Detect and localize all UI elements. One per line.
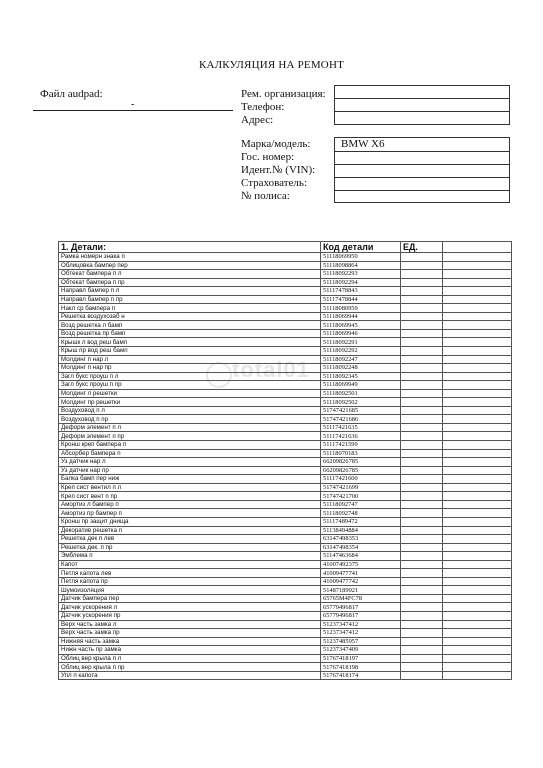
- part-extra[interactable]: [443, 526, 512, 535]
- table-row: [59, 389, 512, 398]
- header-code: Код детали: [321, 242, 401, 253]
- part-code: 51118069949: [321, 381, 401, 390]
- part-extra[interactable]: [443, 586, 512, 595]
- part-unit[interactable]: [401, 372, 443, 381]
- part-unit[interactable]: [401, 586, 443, 595]
- part-extra[interactable]: [443, 500, 512, 509]
- part-code: 51117421635: [321, 423, 401, 432]
- vehicle-label-vin: Идент.№ (VIN):: [241, 164, 316, 176]
- part-extra[interactable]: [443, 278, 512, 287]
- part-name: Воздуховод п пр: [59, 415, 321, 424]
- part-extra[interactable]: [443, 646, 512, 655]
- part-extra[interactable]: [443, 270, 512, 279]
- vehicle-field-vin[interactable]: [335, 165, 509, 178]
- part-unit[interactable]: [401, 552, 443, 561]
- part-code: 63147498354: [321, 543, 401, 552]
- table-row: [59, 312, 512, 321]
- part-unit[interactable]: [401, 629, 443, 638]
- part-name: Шумоизоляция: [59, 586, 321, 595]
- part-unit[interactable]: [401, 543, 443, 552]
- part-name: Креп сист вент п пр: [59, 492, 321, 501]
- org-label-address: Адрес:: [241, 114, 274, 126]
- table-row: [59, 381, 512, 390]
- part-unit[interactable]: [401, 389, 443, 398]
- part-unit[interactable]: [401, 270, 443, 279]
- vehicle-label-model: Марка/модель:: [241, 138, 311, 150]
- part-unit[interactable]: [401, 312, 443, 321]
- part-unit[interactable]: [401, 441, 443, 450]
- table-row: [59, 603, 512, 612]
- part-extra[interactable]: [443, 458, 512, 467]
- part-unit[interactable]: [401, 492, 443, 501]
- parts-table-body: [59, 253, 512, 680]
- part-extra[interactable]: [443, 381, 512, 390]
- table-row: [59, 295, 512, 304]
- vehicle-label-insurer: Страхователь:: [241, 177, 307, 189]
- part-code: 51118098864: [321, 261, 401, 270]
- table-row: [59, 560, 512, 569]
- part-unit[interactable]: [401, 321, 443, 330]
- org-field-phone[interactable]: [335, 99, 509, 112]
- parts-table-header: [59, 242, 512, 253]
- part-unit[interactable]: [401, 620, 443, 629]
- part-extra[interactable]: [443, 671, 512, 680]
- part-extra[interactable]: [443, 423, 512, 432]
- part-name: Молдинг л решетки: [59, 389, 321, 398]
- vehicle-field-model[interactable]: BMW X6: [335, 138, 509, 152]
- table-row: [59, 415, 512, 424]
- part-name: Молдинг п нар пр: [59, 364, 321, 373]
- part-code: 51117478844: [321, 295, 401, 304]
- part-code: 51118069946: [321, 329, 401, 338]
- part-name: Кронш креп бампера п: [59, 441, 321, 450]
- part-extra[interactable]: [443, 389, 512, 398]
- part-name: Молдинг п нар л: [59, 355, 321, 364]
- part-extra[interactable]: [443, 329, 512, 338]
- part-name: Абсорбер бампера п: [59, 449, 321, 458]
- part-unit[interactable]: [401, 338, 443, 347]
- part-extra[interactable]: [443, 312, 512, 321]
- part-code: 51118092294: [321, 278, 401, 287]
- table-row: [59, 364, 512, 373]
- part-name: Эмблема п: [59, 552, 321, 561]
- part-extra[interactable]: [443, 372, 512, 381]
- table-row: [59, 611, 512, 620]
- part-name: Обтекат бампера п л: [59, 270, 321, 279]
- part-name: Крышк л вод реш бамп: [59, 338, 321, 347]
- part-extra[interactable]: [443, 355, 512, 364]
- part-unit[interactable]: [401, 594, 443, 603]
- table-row: [59, 492, 512, 501]
- table-row: [59, 329, 512, 338]
- part-name: Облицовка бампер пер: [59, 261, 321, 270]
- part-name: Решетка дек. п пр: [59, 543, 321, 552]
- part-code: 51118069950: [321, 253, 401, 262]
- part-name: Возд решетка л бамп: [59, 321, 321, 330]
- file-underline: [33, 110, 233, 111]
- vehicle-label-policy: № полиса:: [241, 190, 290, 202]
- part-name: Накл ср бампера п: [59, 304, 321, 313]
- part-unit[interactable]: [401, 535, 443, 544]
- part-unit[interactable]: [401, 304, 443, 313]
- part-unit[interactable]: [401, 500, 443, 509]
- part-name: Амортиз пр бампер п: [59, 509, 321, 518]
- org-field-name[interactable]: [335, 86, 509, 99]
- part-unit[interactable]: [401, 432, 443, 441]
- table-row: [59, 355, 512, 364]
- part-unit[interactable]: [401, 381, 443, 390]
- part-code: 65779496817: [321, 611, 401, 620]
- part-code: 66209826785: [321, 458, 401, 467]
- part-name: Загл букс проуш п л: [59, 372, 321, 381]
- part-unit[interactable]: [401, 517, 443, 526]
- table-row: [59, 586, 512, 595]
- part-unit[interactable]: [401, 637, 443, 646]
- part-extra[interactable]: [443, 441, 512, 450]
- table-row: [59, 671, 512, 680]
- part-extra[interactable]: [443, 483, 512, 492]
- table-row: [59, 423, 512, 432]
- table-row: [59, 569, 512, 578]
- table-row: [59, 500, 512, 509]
- part-unit[interactable]: [401, 475, 443, 484]
- vehicle-field-insurer[interactable]: [335, 178, 509, 191]
- part-extra[interactable]: [443, 629, 512, 638]
- part-name: Уз датчик нар пр: [59, 466, 321, 475]
- part-unit[interactable]: [401, 509, 443, 518]
- part-unit[interactable]: [401, 663, 443, 672]
- part-extra[interactable]: [443, 466, 512, 475]
- part-extra[interactable]: [443, 560, 512, 569]
- file-value: -: [131, 99, 135, 110]
- part-name: Кронш пр защит днища: [59, 517, 321, 526]
- part-extra[interactable]: [443, 543, 512, 552]
- document-title: КАЛКУЛЯЦИЯ НА РЕМОНТ: [198, 59, 345, 71]
- part-unit[interactable]: [401, 355, 443, 364]
- part-extra[interactable]: [443, 603, 512, 612]
- part-code: 51747421700: [321, 492, 401, 501]
- part-code: 51118092292: [321, 347, 401, 356]
- part-unit[interactable]: [401, 646, 443, 655]
- part-unit[interactable]: [401, 347, 443, 356]
- part-code: 51237347412: [321, 629, 401, 638]
- part-name: Верх часть замка пр: [59, 629, 321, 638]
- part-unit[interactable]: [401, 483, 443, 492]
- part-extra[interactable]: [443, 517, 512, 526]
- table-row: [59, 637, 512, 646]
- part-unit[interactable]: [401, 423, 443, 432]
- part-name: Направл бампер п л: [59, 287, 321, 296]
- table-row: [59, 517, 512, 526]
- part-unit[interactable]: [401, 261, 443, 270]
- table-row: [59, 475, 512, 484]
- table-row: [59, 577, 512, 586]
- part-unit[interactable]: [401, 329, 443, 338]
- part-name: Решетка воздухозаб н: [59, 312, 321, 321]
- part-name: Упл п капота: [59, 671, 321, 680]
- table-row: [59, 458, 512, 467]
- part-unit[interactable]: [401, 611, 443, 620]
- watermark-text: total01: [232, 357, 310, 382]
- table-row: [59, 261, 512, 270]
- part-name: Амортиз л бампер п: [59, 500, 321, 509]
- part-name: Петля капота лев: [59, 569, 321, 578]
- part-code: 65779496817: [321, 603, 401, 612]
- part-code: 66209826785: [321, 466, 401, 475]
- part-extra[interactable]: [443, 535, 512, 544]
- part-code: 51237347409: [321, 646, 401, 655]
- part-unit[interactable]: [401, 415, 443, 424]
- table-row: [59, 526, 512, 535]
- table-row: [59, 483, 512, 492]
- table-row: [59, 304, 512, 313]
- part-unit[interactable]: [401, 526, 443, 535]
- part-extra[interactable]: [443, 295, 512, 304]
- part-extra[interactable]: [443, 347, 512, 356]
- part-extra[interactable]: [443, 577, 512, 586]
- part-code: 51147463684: [321, 552, 401, 561]
- table-row: [59, 432, 512, 441]
- table-row: [59, 620, 512, 629]
- table-row: [59, 543, 512, 552]
- table-row: [59, 398, 512, 407]
- part-extra[interactable]: [443, 253, 512, 262]
- part-unit[interactable]: [401, 253, 443, 262]
- part-extra[interactable]: [443, 509, 512, 518]
- part-name: Загл букс проуш п пр: [59, 381, 321, 390]
- part-extra[interactable]: [443, 475, 512, 484]
- file-label: Файл audpad:: [40, 88, 103, 100]
- table-row: [59, 372, 512, 381]
- part-name: Нижн часть пр замка: [59, 646, 321, 655]
- table-row: [59, 338, 512, 347]
- part-name: Воздуховод п л: [59, 406, 321, 415]
- part-extra[interactable]: [443, 663, 512, 672]
- part-extra[interactable]: [443, 620, 512, 629]
- table-row: [59, 509, 512, 518]
- part-extra[interactable]: [443, 398, 512, 407]
- part-name: Нижняя часть замка: [59, 637, 321, 646]
- part-extra[interactable]: [443, 304, 512, 313]
- header-extra: [443, 242, 512, 253]
- part-name: Решетка дек п лев: [59, 535, 321, 544]
- table-row: [59, 594, 512, 603]
- table-row: [59, 278, 512, 287]
- part-code: 51237347412: [321, 620, 401, 629]
- table-row: [59, 270, 512, 279]
- part-code: 63147498353: [321, 535, 401, 544]
- part-name: Обтекат бампера п пр: [59, 278, 321, 287]
- part-extra[interactable]: [443, 321, 512, 330]
- org-label-name: Рем. организация:: [241, 88, 326, 100]
- part-extra[interactable]: [443, 449, 512, 458]
- part-code: 51118092345: [321, 372, 401, 381]
- table-row: [59, 646, 512, 655]
- part-unit[interactable]: [401, 466, 443, 475]
- part-code: 51118092502: [321, 398, 401, 407]
- part-name: Деформ элемент п л: [59, 423, 321, 432]
- part-code: 51118092747: [321, 500, 401, 509]
- part-name: Датчик бампера пер: [59, 594, 321, 603]
- part-unit[interactable]: [401, 406, 443, 415]
- part-code: 51118080959: [321, 304, 401, 313]
- part-code: 51117489472: [321, 517, 401, 526]
- part-name: Рамка номерн знака п: [59, 253, 321, 262]
- part-code: 51118069945: [321, 321, 401, 330]
- part-extra[interactable]: [443, 637, 512, 646]
- table-row: [59, 629, 512, 638]
- part-extra[interactable]: [443, 287, 512, 296]
- part-code: 51118092293: [321, 270, 401, 279]
- part-code: 51747421685: [321, 406, 401, 415]
- part-extra[interactable]: [443, 364, 512, 373]
- table-row: [59, 654, 512, 663]
- part-unit[interactable]: [401, 560, 443, 569]
- part-code: 41007492375: [321, 560, 401, 569]
- part-extra[interactable]: [443, 492, 512, 501]
- part-code: 51767418197: [321, 654, 401, 663]
- table-row: [59, 321, 512, 330]
- part-name: Облиц вер крыла п л: [59, 654, 321, 663]
- part-name: Возд решетка пр бамп: [59, 329, 321, 338]
- part-code: 51767418198: [321, 663, 401, 672]
- part-extra[interactable]: [443, 552, 512, 561]
- part-code: 51118092248: [321, 364, 401, 373]
- org-field-address[interactable]: [335, 112, 509, 125]
- part-unit[interactable]: [401, 287, 443, 296]
- part-name: Капот: [59, 560, 321, 569]
- part-unit[interactable]: [401, 458, 443, 467]
- vehicle-label-plate: Гос. номер:: [241, 151, 295, 163]
- parts-table: [58, 241, 512, 680]
- part-extra[interactable]: [443, 611, 512, 620]
- table-row: [59, 552, 512, 561]
- table-row: [59, 449, 512, 458]
- part-name: Деформ элемент п пр: [59, 432, 321, 441]
- part-name: Молдинг пр решетки: [59, 398, 321, 407]
- vehicle-field-plate[interactable]: [335, 152, 509, 165]
- org-fields-box: [334, 85, 510, 125]
- part-extra[interactable]: [443, 406, 512, 415]
- part-extra[interactable]: [443, 432, 512, 441]
- part-unit[interactable]: [401, 449, 443, 458]
- part-code: 51117421636: [321, 432, 401, 441]
- part-unit[interactable]: [401, 569, 443, 578]
- part-unit[interactable]: [401, 364, 443, 373]
- part-unit[interactable]: [401, 278, 443, 287]
- part-code: 41009477741: [321, 569, 401, 578]
- vehicle-fields-box: [334, 137, 510, 203]
- part-unit[interactable]: [401, 654, 443, 663]
- part-name: Петля капота пр: [59, 577, 321, 586]
- part-code: 51118069944: [321, 312, 401, 321]
- part-code: 51138494884: [321, 526, 401, 535]
- part-code: 51117421600: [321, 475, 401, 484]
- part-extra[interactable]: [443, 594, 512, 603]
- header-parts: 1. Детали:: [59, 242, 321, 253]
- part-code: 51118092247: [321, 355, 401, 364]
- table-row: [59, 535, 512, 544]
- table-row: [59, 663, 512, 672]
- org-label-phone: Телефон:: [241, 101, 285, 113]
- part-code: 51118092748: [321, 509, 401, 518]
- part-name: Облиц вер крыла п пр: [59, 663, 321, 672]
- part-extra[interactable]: [443, 261, 512, 270]
- table-row: [59, 466, 512, 475]
- part-name: Балка бамп пер ниж: [59, 475, 321, 484]
- part-code: 51237485957: [321, 637, 401, 646]
- part-code: 65765M4FC78: [321, 594, 401, 603]
- part-code: 41009477742: [321, 577, 401, 586]
- part-name: Крыш пр вод реш бамп: [59, 347, 321, 356]
- table-row: [59, 441, 512, 450]
- part-code: 51117478843: [321, 287, 401, 296]
- header-unit: ЕД.: [401, 242, 443, 253]
- part-code: 51767418174: [321, 671, 401, 680]
- part-code: 51747421699: [321, 483, 401, 492]
- part-unit[interactable]: [401, 577, 443, 586]
- vehicle-labels: [241, 138, 315, 203]
- part-name: Декоратив решетка п: [59, 526, 321, 535]
- part-code: 51118070183: [321, 449, 401, 458]
- part-unit[interactable]: [401, 671, 443, 680]
- part-extra[interactable]: [443, 338, 512, 347]
- part-extra[interactable]: [443, 415, 512, 424]
- part-code: 51487189921: [321, 586, 401, 595]
- table-row: [59, 347, 512, 356]
- part-unit[interactable]: [401, 398, 443, 407]
- part-name: Верх часть замка л: [59, 620, 321, 629]
- part-extra[interactable]: [443, 569, 512, 578]
- part-unit[interactable]: [401, 295, 443, 304]
- part-unit[interactable]: [401, 603, 443, 612]
- part-name: Датчик ускорения л: [59, 603, 321, 612]
- part-name: Датчик ускорения пр: [59, 611, 321, 620]
- vehicle-field-policy[interactable]: [335, 191, 509, 204]
- table-row: [59, 406, 512, 415]
- part-code: 51118092291: [321, 338, 401, 347]
- part-code: 51117421599: [321, 441, 401, 450]
- part-name: Уз датчик нар л: [59, 458, 321, 467]
- org-labels: [241, 88, 326, 127]
- part-code: 51747421686: [321, 415, 401, 424]
- part-name: Креп сист вентил п л: [59, 483, 321, 492]
- part-code: 51118092501: [321, 389, 401, 398]
- part-name: Направл бампер п пр: [59, 295, 321, 304]
- part-extra[interactable]: [443, 654, 512, 663]
- table-row: [59, 287, 512, 296]
- table-row: [59, 253, 512, 262]
